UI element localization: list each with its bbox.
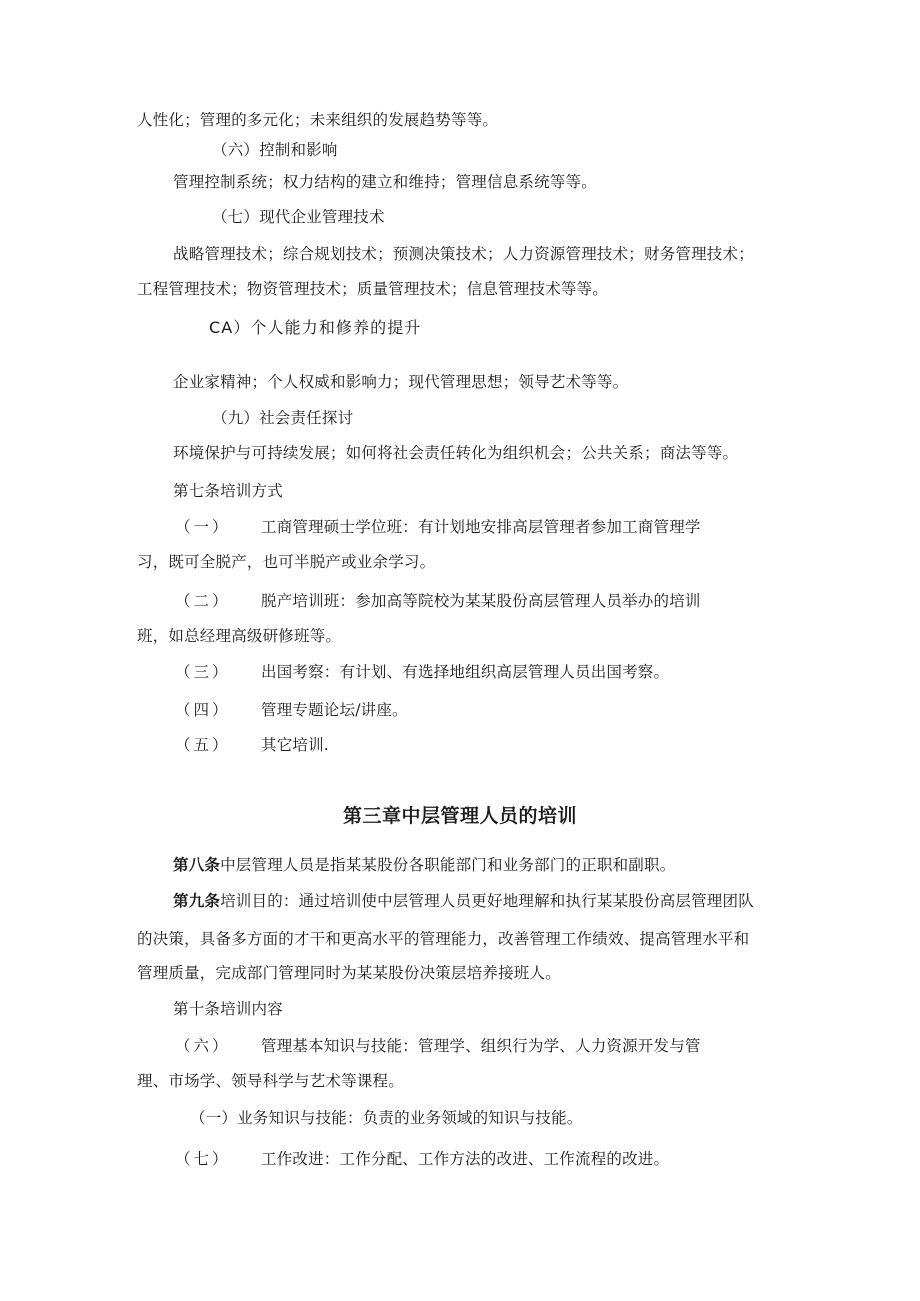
article-heading: 第七条培训方式 (173, 482, 283, 500)
chapter-title: 第三章中层管理人员的培训 (342, 805, 577, 827)
section-heading-text: CA）个人能力和修养的提升 (209, 318, 422, 337)
list-item: （一）业务知识与技能：负责的业务领域的知识与技能。 (190, 1109, 583, 1127)
article-label: 第九条 (173, 891, 221, 910)
list-text: 工商管理硕士学位班：有计划地安排高层管理者参加工商管理学 (261, 518, 701, 536)
list-item (175, 591, 701, 611)
list-text: 出国考察：有计划、有选择地组织高层管理人员出国考察。 (261, 663, 670, 681)
list-item (175, 517, 701, 537)
list-number: （六） (175, 1037, 231, 1055)
list-item (175, 700, 408, 720)
text-line: 习，既可全脱产，也可半脱产或业余学习。 (137, 553, 436, 571)
article-line (173, 855, 675, 875)
article-text: 培训目的：通过培训使中层管理人员更好地理解和执行某某股份高层管理团队 (220, 892, 754, 910)
article-heading: 第十条培训内容 (173, 1000, 283, 1018)
list-text: 其它培训. (261, 736, 329, 754)
text-line: 班，如总经理高级研修班等。 (137, 627, 342, 645)
list-item (175, 1036, 701, 1056)
text-line: 工程管理技术；物资管理技术；质量管理技术；信息管理技术等等。 (137, 280, 609, 298)
list-number: （五） (175, 736, 231, 754)
section-heading: （七）现代企业管理技术 (212, 208, 385, 226)
article-line (173, 891, 754, 911)
text-line: 战略管理技术；综合规划技术；预测决策技术；人力资源管理技术；财务管理技术； (173, 245, 754, 263)
list-item (175, 662, 669, 682)
list-item (175, 1149, 669, 1169)
list-text: 管理基本知识与技能：管理学、组织行为学、人力资源开发与管 (261, 1037, 701, 1055)
text-line: 管理控制系统；权力结构的建立和维持；管理信息系统等等。 (173, 173, 597, 191)
list-text: 管理专题论坛/讲座。 (261, 701, 408, 719)
text-line: 环境保护与可持续发展；如何将社会责任转化为组织机会；公共关系；商法等等。 (173, 444, 739, 462)
text-line: 企业家精神；个人权威和影响力；现代管理思想；领导艺术等等。 (173, 373, 629, 391)
list-number: （二） (175, 592, 231, 610)
text-line: 管理质量，完成部门管理同时为某某股份决策层培养接班人。 (137, 964, 561, 982)
section-heading: （九）社会责任探讨 (212, 409, 354, 427)
list-number: （七） (175, 1150, 231, 1168)
section-heading (209, 318, 421, 338)
list-item (175, 735, 329, 755)
list-text: 脱产培训班：参加高等院校为某某股份高层管理人员举办的培训 (261, 592, 701, 610)
list-number: （一） (175, 518, 231, 536)
article-text: 中层管理人员是指某某股份各职能部门和业务部门的正职和副职。 (220, 856, 676, 874)
text-line: 人性化；管理的多元化；未来组织的发展趋势等等。 (137, 111, 499, 129)
list-number: （四） (175, 701, 231, 719)
text-line: 的决策，具备多方面的才干和更高水平的管理能力，改善管理工作绩效、提高管理水平和 (137, 930, 750, 948)
text-line: 理、市场学、领导科学与艺术等课程。 (137, 1072, 404, 1090)
list-number: （三） (175, 663, 231, 681)
section-heading: （六）控制和影响 (212, 141, 338, 159)
list-text: 工作改进：工作分配、工作方法的改进、工作流程的改进。 (261, 1150, 670, 1168)
article-label: 第八条 (173, 855, 221, 874)
